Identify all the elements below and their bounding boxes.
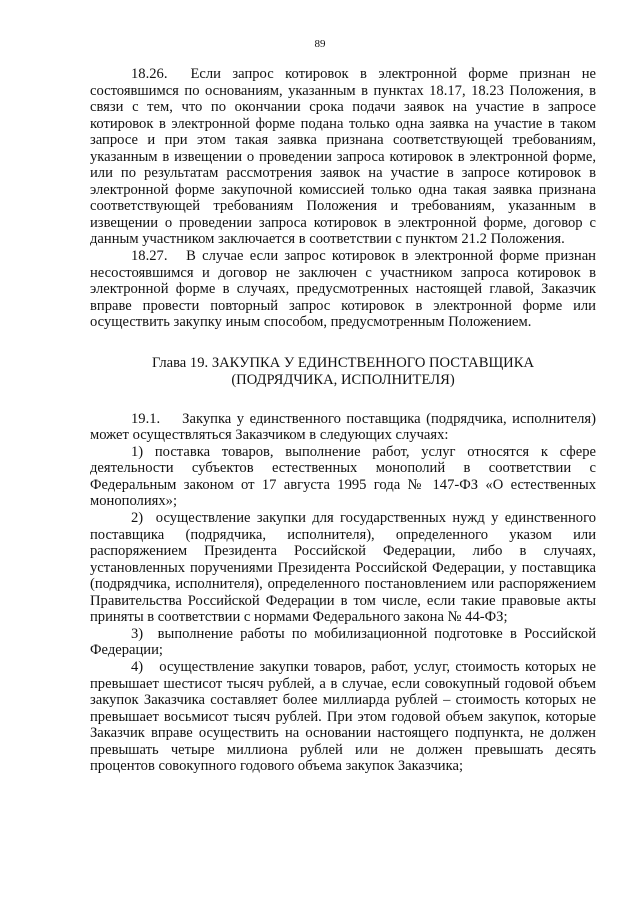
list-item-3: 3) выполнение работы по мобилизационной подготовке в Российской Федерации; bbox=[90, 625, 596, 659]
chapter-heading bbox=[90, 355, 596, 389]
paragraph-18-26: 18.26. Если запрос котировок в электронной форме признан не состоявшимся по основаниям, указанным в пунктах 18.17, 18.23 Положения, в связи с тем, что по окончании срока подачи заявок на участие в запросе котировок в электронной форме подана только одна заявка на участие в таком запросе и при этом такая заявка признана соответствующей требованиям, указанным в извещении о проведении запроса котировок в электронной форме, или по результатам рассмотрения заявок на участие в запросе котировок в электронной форме закупочной комиссией только одна такая заявка признана соответствующей требованиям Положения и требованиям, указанным в извещении о проведении запроса котировок в электронной форме, договор с данным участником заключается в соответствии с пунктом 21.2 Положения. bbox=[90, 66, 596, 248]
chapter-heading-line-2: (ПОДРЯДЧИКА, ИСПОЛНИТЕЛЯ) bbox=[231, 371, 455, 388]
list-item-4: 4) осуществление закупки товаров, работ, услуг, стоимость которых не превышает шестисот тысяч рублей, а в случае, если совокупный годовой объем закупок Заказчика составляет более миллиарда рублей – стоимость которых не превышает восьмисот тысяч рублей. При этом годовой объем закупок, которые Заказчик вправе осуществить на основании настоящего подпункта, не должен превышать четыре миллиона рублей или не должен превышать десять процентов совокупного годового объема закупок Заказчика; bbox=[90, 658, 596, 775]
document-body bbox=[90, 66, 596, 775]
page-number: 89 bbox=[314, 38, 326, 50]
list-item-1: 1) поставка товаров, выполнение работ, услуг относятся к сфере деятельности субъектов естественных монополий в соответствии с Федеральным законом от 17 августа 1995 года № 147-ФЗ «О естественных монополиях»; bbox=[90, 443, 596, 510]
paragraph-19-1: 19.1. Закупка у единственного поставщика (подрядчика, исполнителя) может осуществляться Заказчиком в следующих случаях: bbox=[90, 410, 596, 444]
paragraph-18-27: 18.27. В случае если запрос котировок в электронной форме признан несостоявшимся и договор не заключен с участником запроса котировок в электронной форме в случаях, предусмотренных настоящей главой, Заказчик вправе провести повторный запрос котировок в электронной форме или осуществить закупку иным способом, предусмотренным Положением. bbox=[90, 248, 596, 331]
chapter-heading-line-1: Глава 19. ЗАКУПКА У ЕДИНСТВЕННОГО ПОСТАВЩИКА bbox=[152, 354, 534, 371]
list-item-2: 2) осуществление закупки для государственных нужд у единственного поставщика (подрядчика, исполнителя), определенного указом или распоряжением Президента Российской Федерации, либо в случаях, установленных поручениями Президента Российской Федерации, у поставщика (подрядчика, исполнителя), определенного постановлением или распоряжением Правительства Российской Федерации в том числе, если такие правовые акты приняты в соответствии с нормами Федерального закона № 44-ФЗ; bbox=[90, 510, 596, 626]
